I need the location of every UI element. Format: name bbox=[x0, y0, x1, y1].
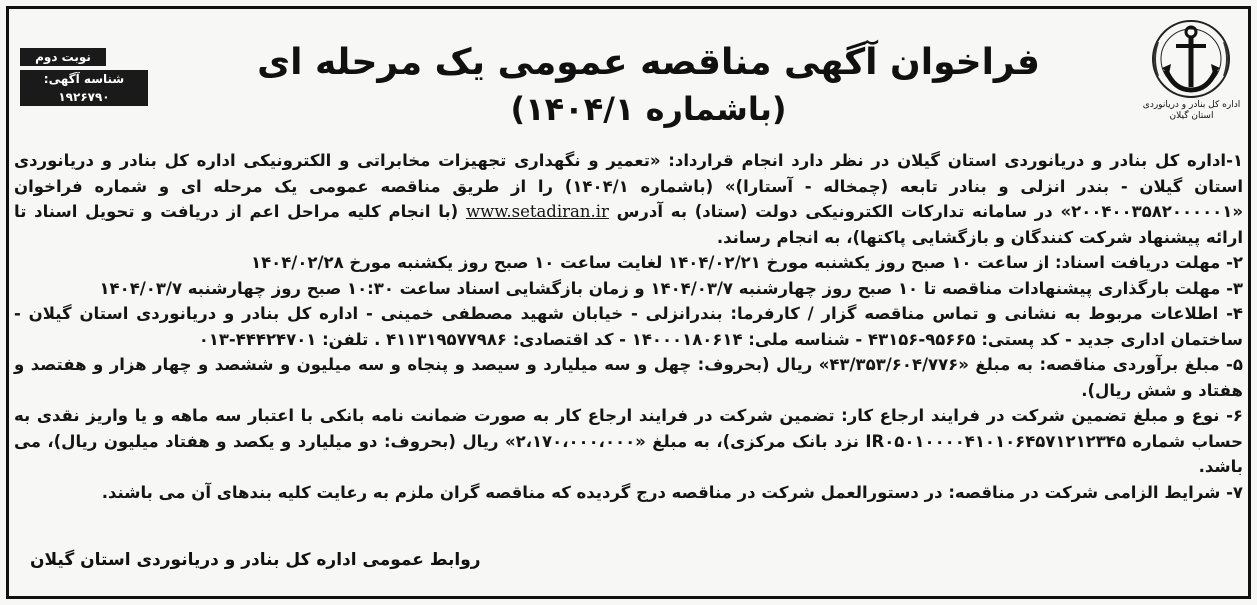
clause-6: ۶- نوع و مبلغ تضمین شرکت در فرایند ارجاع کار: تضمین شرکت در فرایند ارجاع کار به صورت ضمانت نامه بانکی با اعتبار سه ماهه و یا واریز نقدی به حساب شماره IR۰۵۰۱۰۰۰۰۴۱۰۱۰۶۴۵۷۱۲۱۲۳۴۵ نزد بانک مرکزی)، به مبلغ «۲،۱۷۰،۰۰۰،۰۰۰» ریال (بحروف: دو میلیارد و یکصد و هفتاد میلیون ریال)، می باشد. bbox=[14, 406, 1244, 476]
notice-id-badge: شناسه آگهی: ۱۹۲۶۷۹۰ bbox=[20, 70, 148, 106]
round-badge: نوبت دوم bbox=[20, 48, 106, 66]
footer-signature: روابط عمومی اداره کل بنادر و دریانوردی استان گیلان bbox=[30, 550, 481, 570]
logo-caption: اداره کل بنادر و دریانوردی استان گیلان bbox=[1142, 100, 1241, 121]
notice-badges bbox=[20, 48, 150, 110]
notice-title: فراخوان آگهی مناقصه عمومی یک مرحله ای bbox=[257, 42, 1040, 83]
clause-1: ۱-اداره کل بنادر و دریانوردی استان گیلان در نظر دارد انجام قرارداد: «تعمیر و نگهداری تجهیزات مخابراتی و الکترونیکی اداره کل بنادر و دریانوردی استان گیلان - بندر انزلی و بنادر تابعه (چمخاله - آستارا)» (باشماره ۱۴۰۴/۱) را از طریق مناقصه عمومی یک مرحله ای و شماره فراخوان «۲۰۰۴۰۰۳۵۸۲۰۰۰۰۰۱» در سامانه تدارکات الکترونیکی دولت (ستاد) به آدرس www.setadiran.ir (با انجام کلیه مراحل اعم از دریافت و تحویل اسناد تا ارائه پیشنهاد شرکت کنندگان و بازگشایی پاکتها)، به انجام رساند. bbox=[14, 151, 1244, 247]
clause-4: ۴- اطلاعات مربوط به نشانی و تماس مناقصه گزار / کارفرما: بندرانزلی - خیابان شهید مصطفی خمینی - اداره کل بنادر و دریانوردی استان گیلان - ساختمان اداری جدید - کد پستی: ۹۵۶۶۵-۴۳۱۵۶ - شناسه ملی: ۱۴۰۰۰۱۸۰۶۱۴ - کد اقتصادی: ۴۱۱۳۱۹۵۷۷۹۸۶ . تلفن: ۴۴۴۲۴۷۰۱-۰۱۳ bbox=[14, 304, 1243, 349]
anchor-logo-svg bbox=[1144, 12, 1239, 107]
clause-3: ۳- مهلت بارگذاری پیشنهادات مناقصه تا ۱۰ صبح روز چهارشنبه ۱۴۰۴/۰۳/۷ و زمان بازگشایی اسناد ساعت ۱۰:۳۰ صبح روز چهارشنبه ۱۴۰۴/۰۳/۷ bbox=[99, 278, 1243, 298]
anchor-icon bbox=[1144, 12, 1239, 142]
notice-subtitle: (باشماره ۱۴۰۴/۱) bbox=[510, 90, 787, 128]
clause-7: ۷- شرایط الزامی شرکت در مناقصه: در دستورالعمل شرکت در مناقصه درج گردیده که مناقصه گران ملزم به رعایت کلیه بندهای آن می باشند. bbox=[101, 482, 1243, 502]
clause-2: ۲- مهلت دریافت اسناد: از ساعت ۱۰ صبح روز یکشنبه مورخ ۱۴۰۴/۰۲/۲۱ لغایت ساعت ۱۰ صبح روز یکشنبه مورخ ۱۴۰۴/۰۲/۲۸ bbox=[251, 253, 1243, 272]
title-block bbox=[180, 40, 1117, 130]
notice-body bbox=[14, 148, 1243, 505]
clause-5: ۵- مبلغ برآوردی مناقصه: به مبلغ «۴۳/۳۵۳/۶۰۴/۷۷۶» ریال (بحروف: چهل و سه میلیارد و سیصد و پنجاه و سه میلیون و ششصد و چهار هزار و هفتصد و هفتاد و شش ریال). bbox=[14, 355, 1243, 400]
setadiran-link[interactable]: www.setadiran.ir bbox=[465, 202, 609, 221]
